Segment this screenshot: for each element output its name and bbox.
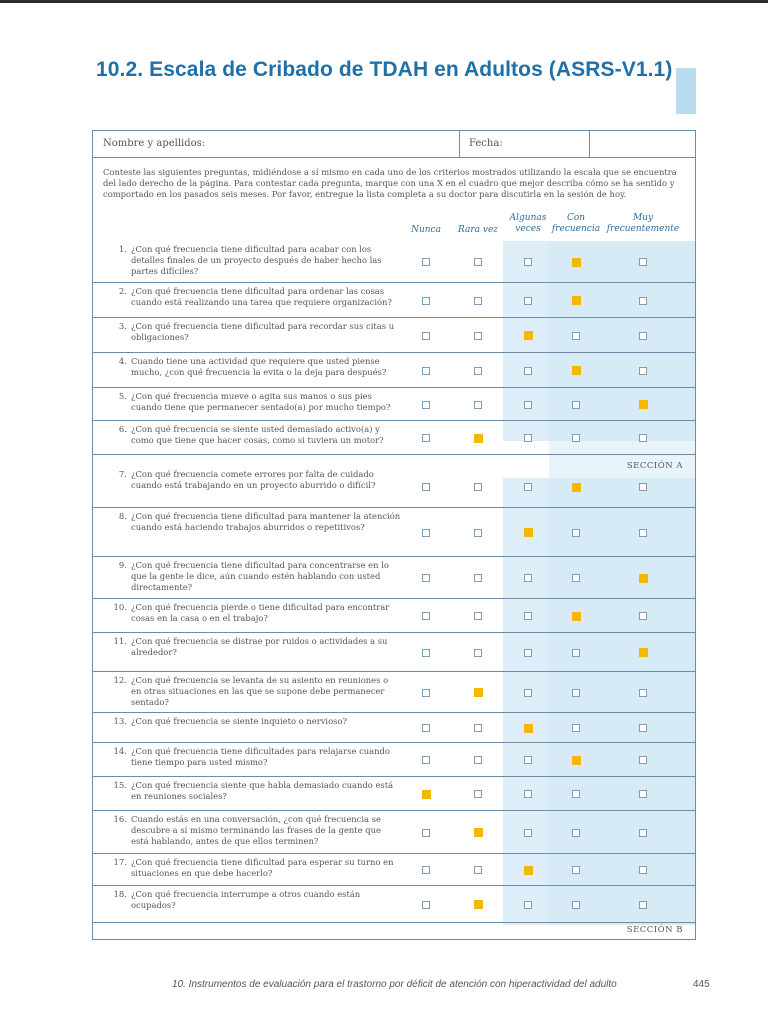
answer-checkbox[interactable]: [474, 297, 482, 305]
question-row: [93, 318, 695, 353]
question-text: ¿Con qué frecuencia mueve o agita sus manos o sus pies cuando tiene que permanecer sentado(a) por mucho tiempo?: [131, 391, 391, 412]
answer-checkbox-marked[interactable]: [639, 648, 648, 657]
column-header: Nunca: [411, 225, 441, 235]
answer-checkbox[interactable]: [422, 529, 430, 537]
question-text: ¿Con qué frecuencia tiene dificultad para esperar su turno en situaciones en que debe hacerlo?: [131, 857, 394, 878]
question-row: [93, 353, 695, 388]
answer-checkbox[interactable]: [524, 258, 532, 266]
answer-checkbox-marked[interactable]: [572, 483, 581, 492]
answer-checkbox[interactable]: [524, 790, 532, 798]
answer-checkbox[interactable]: [474, 790, 482, 798]
page-number: 445: [693, 979, 710, 990]
question-text: ¿Con qué frecuencia se distrae por ruidos o actividades a su alrededor?: [131, 636, 388, 657]
header-divider: [589, 131, 590, 157]
answer-checkbox[interactable]: [572, 866, 580, 874]
answer-checkbox[interactable]: [639, 483, 647, 491]
question-number: 1.: [118, 245, 127, 255]
question-number: 12.: [113, 676, 127, 686]
header-divider: [459, 131, 460, 157]
question-row: [93, 886, 695, 923]
question-text: ¿Con qué frecuencia tiene dificultad para ordenar las cosas cuando está realizando una tarea que requiere organización?: [131, 286, 392, 307]
question-number: 17.: [113, 858, 127, 868]
side-color-tab: [676, 68, 696, 114]
answer-checkbox[interactable]: [422, 258, 430, 266]
answer-checkbox-marked[interactable]: [572, 296, 581, 305]
question-row: [93, 508, 695, 557]
question-row: [93, 713, 695, 743]
question-text: ¿Con qué frecuencia tiene dificultad para concentrarse en lo que la gente le dice, aún cuando estén hablando con usted directamente?: [131, 560, 389, 592]
question-number: 18.: [113, 890, 127, 900]
answer-checkbox[interactable]: [474, 529, 482, 537]
question-number: 3.: [118, 322, 127, 332]
question-row: [93, 466, 695, 508]
answer-checkbox[interactable]: [524, 483, 532, 491]
answer-checkbox-marked[interactable]: [474, 688, 483, 697]
answer-checkbox[interactable]: [474, 574, 482, 582]
answer-checkbox[interactable]: [639, 612, 647, 620]
answer-checkbox[interactable]: [474, 649, 482, 657]
answer-checkbox-marked[interactable]: [474, 828, 483, 837]
answer-checkbox-marked[interactable]: [572, 258, 581, 267]
question-text: ¿Con qué frecuencia comete errores por falta de cuidado cuando está trabajando en un proyecto aburrido o difícil?: [131, 469, 376, 490]
question-number: 9.: [118, 561, 127, 571]
question-number: 11.: [113, 637, 127, 647]
question-row: [93, 743, 695, 777]
question-text: ¿Con qué frecuencia siente que habla demasiado cuando está en reuniones sociales?: [131, 780, 394, 801]
answer-checkbox[interactable]: [474, 401, 482, 409]
answer-checkbox-marked[interactable]: [474, 434, 483, 443]
answer-checkbox[interactable]: [639, 332, 647, 340]
answer-checkbox[interactable]: [572, 689, 580, 697]
answer-checkbox[interactable]: [639, 689, 647, 697]
answer-checkbox-marked[interactable]: [572, 756, 581, 765]
answer-checkbox[interactable]: [639, 829, 647, 837]
answer-checkbox-marked[interactable]: [524, 724, 533, 733]
column-header: Rara vez: [457, 225, 499, 235]
column-header: Algunas veces: [509, 213, 547, 234]
question-text: ¿Con qué frecuencia se levanta de su asiento en reuniones o en otras situaciones en las que se supone debe permanecer sentado?: [131, 675, 389, 707]
page-title: 10.2. Escala de Cribado de TDAH en Adultos (ASRS-V1.1): [96, 58, 673, 81]
column-header: Con frecuencia: [551, 213, 601, 234]
answer-checkbox[interactable]: [639, 258, 647, 266]
question-text: ¿Con qué frecuencia tiene dificultad para mantener la atención cuando está haciendo trabajos aburridos o repetitivos?: [131, 511, 401, 532]
question-row: [93, 854, 695, 886]
question-row: [93, 811, 695, 854]
answer-checkbox[interactable]: [572, 790, 580, 798]
answer-checkbox[interactable]: [422, 649, 430, 657]
answer-checkbox[interactable]: [422, 367, 430, 375]
answer-checkbox[interactable]: [639, 434, 647, 442]
answer-checkbox[interactable]: [524, 434, 532, 442]
instructions-text: Conteste las siguientes preguntas, midiéndose a sí mismo en cada uno de los criterios mostrados utilizando la escala que se encuentra del lado derecho de la página. Para contestar cada pregunta, marque con una X en el cuadro que mejor describa cómo se ha sentido y comportado en los pasados seis meses. Por favor, entregue la lista completa a su doctor para discutirla en la sesión de hoy.: [103, 167, 677, 199]
question-number: 7.: [118, 470, 127, 480]
section-a-label: SECCIÓN A: [626, 461, 683, 471]
answer-checkbox[interactable]: [524, 829, 532, 837]
answer-checkbox[interactable]: [422, 434, 430, 442]
question-number: 5.: [118, 392, 127, 402]
answer-checkbox[interactable]: [422, 612, 430, 620]
answer-checkbox[interactable]: [474, 332, 482, 340]
question-text: ¿Con qué frecuencia tiene dificultad para recordar sus citas u obligaciones?: [131, 321, 395, 342]
question-row: [93, 421, 695, 455]
answer-checkbox[interactable]: [422, 297, 430, 305]
answer-checkbox[interactable]: [572, 332, 580, 340]
answer-checkbox[interactable]: [524, 612, 532, 620]
answer-checkbox[interactable]: [474, 866, 482, 874]
name-label: Nombre y apellidos:: [103, 138, 206, 149]
form-header-row: [93, 131, 695, 158]
answer-checkbox[interactable]: [422, 724, 430, 732]
answer-checkbox[interactable]: [639, 367, 647, 375]
answer-checkbox[interactable]: [524, 649, 532, 657]
answer-checkbox[interactable]: [639, 529, 647, 537]
answer-checkbox[interactable]: [524, 756, 532, 764]
answer-checkbox-marked[interactable]: [524, 866, 533, 875]
answer-checkbox[interactable]: [572, 724, 580, 732]
answer-checkbox[interactable]: [474, 258, 482, 266]
question-row: [93, 241, 695, 283]
answer-checkbox[interactable]: [639, 756, 647, 764]
section-b-label: SECCIÓN B: [626, 925, 683, 935]
answer-checkbox[interactable]: [524, 574, 532, 582]
answer-checkbox[interactable]: [572, 529, 580, 537]
footer-text: 10. Instrumentos de evaluación para el trastorno por déficit de atención con hiperactividad del adulto: [172, 979, 617, 990]
question-number: 10.: [113, 603, 127, 613]
answer-checkbox[interactable]: [572, 649, 580, 657]
answer-checkbox-marked[interactable]: [639, 400, 648, 409]
answer-checkbox-marked[interactable]: [639, 574, 648, 583]
question-row: [93, 557, 695, 599]
question-text: ¿Con qué frecuencia tiene dificultades para relajarse cuando tiene tiempo para usted mismo?: [131, 746, 390, 767]
question-number: 16.: [113, 815, 127, 825]
answer-checkbox[interactable]: [524, 367, 532, 375]
answer-checkbox-marked[interactable]: [422, 790, 431, 799]
answer-checkbox[interactable]: [639, 790, 647, 798]
answer-checkbox[interactable]: [422, 901, 430, 909]
question-number: 6.: [118, 425, 127, 435]
top-rule: [0, 0, 768, 3]
question-text: ¿Con qué frecuencia tiene dificultad para acabar con los detalles finales de un proyecto después de haber hecho las partes difíciles?: [131, 244, 382, 276]
column-header: Muy frecuentemente: [606, 213, 680, 234]
answer-checkbox[interactable]: [422, 756, 430, 764]
asrs-form: [92, 130, 696, 940]
question-number: 8.: [118, 512, 127, 522]
answer-checkbox[interactable]: [422, 401, 430, 409]
answer-checkbox[interactable]: [639, 901, 647, 909]
question-number: 4.: [118, 357, 127, 367]
answer-checkbox[interactable]: [639, 724, 647, 732]
answer-checkbox[interactable]: [524, 401, 532, 409]
answer-checkbox[interactable]: [474, 724, 482, 732]
question-row: [93, 633, 695, 672]
question-number: 14.: [113, 747, 127, 757]
answer-checkbox-marked[interactable]: [572, 366, 581, 375]
answer-checkbox[interactable]: [422, 332, 430, 340]
answer-checkbox[interactable]: [524, 689, 532, 697]
answer-checkbox[interactable]: [639, 866, 647, 874]
question-row: [93, 388, 695, 421]
answer-checkbox[interactable]: [639, 297, 647, 305]
question-row: [93, 777, 695, 811]
question-number: 15.: [113, 781, 127, 791]
answer-checkbox[interactable]: [572, 401, 580, 409]
answer-checkbox-marked[interactable]: [572, 612, 581, 621]
answer-checkbox[interactable]: [572, 901, 580, 909]
answer-checkbox[interactable]: [474, 756, 482, 764]
answer-checkbox[interactable]: [572, 434, 580, 442]
question-row: [93, 283, 695, 318]
answer-checkbox[interactable]: [422, 689, 430, 697]
answer-checkbox[interactable]: [572, 574, 580, 582]
question-text: ¿Con qué frecuencia pierde o tiene dificultad para encontrar cosas en la casa o en el trabajo?: [131, 602, 390, 623]
question-text: ¿Con qué frecuencia se siente inquieto o nervioso?: [131, 716, 347, 726]
question-text: ¿Con qué frecuencia interrumpe a otros cuando están ocupados?: [131, 889, 361, 910]
question-text: Cuando tiene una actividad que requiere que usted piense mucho, ¿con qué frecuencia la evita o la deja para después?: [131, 356, 387, 377]
question-text: ¿Con qué frecuencia se siente usted demasiado activo(a) y como que tiene que hacer cosas, como si tuviera un motor?: [131, 424, 384, 445]
answer-checkbox-marked[interactable]: [474, 900, 483, 909]
answer-checkbox[interactable]: [422, 829, 430, 837]
answer-checkbox[interactable]: [572, 829, 580, 837]
question-number: 2.: [118, 287, 127, 297]
question-text: Cuando estás en una conversación, ¿con qué frecuencia se descubre a sí mismo terminando las frases de la gente que está hablando, antes de que ellos terminen?: [131, 814, 381, 846]
answer-checkbox[interactable]: [524, 901, 532, 909]
answer-checkbox[interactable]: [474, 367, 482, 375]
question-row: [93, 599, 695, 633]
answer-checkbox[interactable]: [422, 483, 430, 491]
answer-checkbox[interactable]: [422, 866, 430, 874]
date-label: Fecha:: [469, 138, 503, 149]
answer-checkbox-marked[interactable]: [524, 528, 533, 537]
answer-checkbox-marked[interactable]: [524, 331, 533, 340]
answer-checkbox[interactable]: [474, 612, 482, 620]
question-row: [93, 672, 695, 713]
answer-checkbox[interactable]: [474, 483, 482, 491]
answer-checkbox[interactable]: [524, 297, 532, 305]
question-number: 13.: [113, 717, 127, 727]
answer-checkbox[interactable]: [422, 574, 430, 582]
